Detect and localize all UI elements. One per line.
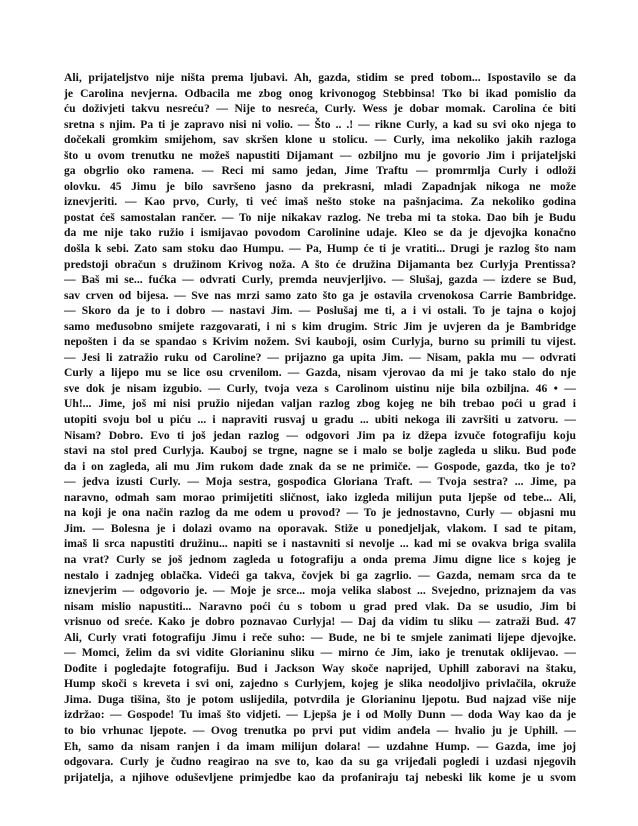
text-line: došla k sebi. Zato sam stoku dao Humpu. — Pa, Hump će ti je vratiti... Drugi je razlog što nam — [64, 242, 576, 256]
text-line: Uh!... Jime, još mi nisi pružio nijedan valjan razlog zbog kojeg ne bih trebao poći u grad i — [64, 397, 576, 411]
text-line: vrisnuo od sreće. Kako je dobro poznavao Curlyja! — Daj da vidim tu sliku — zatraži Bud. 47 — [64, 615, 576, 629]
text-line: iznevjeriti. — Kao prvo, Curly, ti već imaš nešto stoke na pašnjacima. Za nekoliko godina — [64, 195, 576, 209]
text-line: nestalo i zadnjeg oblačka. Videći ga takva, čovjek bi ga zagrlio. — Gazda, nemam srca da te — [64, 568, 576, 582]
text-line: — Momci, želim da svi vidite Glorianinu sliku — mirno će Jim, iako je trenutak oklijevao. — — [64, 646, 576, 660]
text-line: na vrat? Curly se još jednom zagleda u fotografiju a onda prema Jimu digne lice s kojeg je — [64, 552, 576, 566]
text-line: dočekali gromkim smijehom, sav skršen klone u stolicu. — Curly, ima nekoliko jakih razloga — [64, 133, 576, 147]
text-line: Ali, prijateljstvo nije ništa prema ljubavi. Ah, gazda, stidim se pred tobom... Ispostavilo se da — [64, 71, 576, 84]
text-line: prijatelja, a njihove oduševljene primjedbe kao da profaniraju taj nebeski lik kome je u svom — [64, 770, 576, 784]
text-line: da me nije tako ružio i ismijavao povodom Carolinine udaje. Kleo se da je djevojka konačno — [64, 226, 576, 240]
text-line: — jedva izusti Curly. — Moja sestra, gospođica Gloriana Traft. — Tvoja sestra? ... Jime, pa — [64, 475, 576, 489]
text-line: sve dok je nisam izgubio. — Curly, tvoja veza s Carolinom uistinu nije bila ozbiljna. 46 • — — [64, 381, 576, 395]
text-line: imaš li srca napustiti družinu... napiti se i nastavniti si nevolje ... kad mi se ovakva briga svalila — [64, 537, 576, 551]
text-line: postat ćeš samostalan rančer. — To nije nikakav razlog. Ne treba mi ta stoka. Dao bih je Budu — [64, 210, 576, 224]
text-line: to bio vrhunac ljepote. — Ovog trenutka po prvi put vidim anđela — hvalio ju je Uphill. — — [64, 723, 576, 737]
body-text — [64, 70, 576, 785]
text-line: stavi na stol pred Curlyja. Kauboj se trgne, nagne se i malo se bolje zagleda u sliku. Bud pođe — [64, 444, 576, 458]
text-line: nepošten i da se spandao s Krivim nožem. Svi kauboji, osim Curlyja, burno su primili tu vijest. — [64, 335, 576, 349]
text-line: na koji je ona način razlog da me odem u provod? — To je jednostavno, Curly — objasni mu — [64, 506, 576, 520]
text-line: Nisam? Dobro. Evo ti još jedan razlog — odgovori Jim pa iz džepa izvuče fotografiju koju — [64, 428, 576, 442]
text-line: ću doživjeti takvu nesreću? — Nije to nesreća, Curly. Wess je dobar momak. Carolina će biti — [64, 102, 576, 116]
text-line: što u ovom trenutku ne možeš napustiti Dijamant — ozbiljno mu je govorio Jim i prijateljski — [64, 148, 576, 162]
text-line: izdržao: — Gospode! Tu imaš što vidjeti. — Ljepša je i od Molly Dunn — doda Way kao da je — [64, 708, 576, 722]
text-line: iznevjerim — odgovorio je. — Moje je srce... moja velika slabost ... Svejedno, priznajem da vas — [64, 584, 576, 598]
text-line: naravno, odmah sam moraо primijetiti sličnost, iako izgleda milijun puta ljepše od tebe... Ali, — [64, 490, 576, 504]
text-line: olovku. 45 Jimu je bilo savršeno jasno da prekrasni, mladi Zapadnjak nikoga ne može — [64, 179, 576, 193]
text-line: samo međusobno smijete razgovarati, i ni s kim drugim. Stric Jim je uvjeren da je Bambridge — [64, 319, 576, 333]
text-line: Jima. Duga tišina, što je potom uslijedila, potvrdila je Glorianinu ljepotu. Bud najzad više nije — [64, 692, 576, 706]
text-line: Curly a lijepo mu se lice osu crvenilom. — Gazda, nisam vjerovao da mi je tako stalo do nje — [64, 366, 576, 380]
text-line: Jim. — Bolesna je i dolazi ovamo na oporavak. Stiže u ponedjeljak, vlakom. I sad te pitam, — [64, 521, 576, 535]
text-line: sretna s njim. Pa ti je zapravo nisi ni volio. — Što .. .! — rikne Curly, a kad su svi oko njega to — [64, 117, 576, 131]
text-line: predstoji obračun s družinom Krivog noža. A što će družina Dijamanta bez Curlyja Prentissa? — [64, 257, 576, 271]
text-line: nisam mislio napustiti... Naravno poći ću s tobom u grad pred vlak. Da se usudio, Jim bi — [64, 599, 576, 613]
text-line: — Skoro da je to i dobro — nastavi Jim. — Poslušaj me ti, a i vi ostali. To je tajna o kojoj — [64, 304, 576, 318]
text-line: Hump skoči s kreveta i svi oni, zajedno s Curlyjem, kojeg je slika neodoljivo privlačila, okruže — [64, 677, 576, 691]
text-line: — Jesi li zatražio ruku od Caroline? — prijazno ga upita Jim. — Nisam, pakla mu — odvrati — [64, 350, 576, 364]
text-line: utopiti svoju bol u piću ... i napraviti rusvaj u gradu ... ubiti nekoga ili završiti u zatvoru. — — [64, 413, 576, 427]
text-line: — Baš mi se... fućka — odvrati Curly, premda neuvjerljivo. — Slušaj, gazda — izdere se Bud, — [64, 273, 576, 287]
text-line: sav crven od bijesa. — Sve nas mrzi samo zato što ga je ostavila crvenokosa Carrie Bambridge. — [64, 288, 576, 302]
text-line: Eh, samo da nisam ranjen i da imam milijun dolara! — uzdahne Hump. — Gazda, ime joj — [64, 739, 576, 753]
text-line: Ali, Curly vrati fotografiju Jimu i reče suho: — Bude, ne bi te smjele zanimati lijepe djevojke. — [64, 630, 576, 644]
text-line: ga obgrlio oko ramena. — Reci mi samo jedan, Jime Traftu — promrmlja Curly i odloži — [64, 164, 576, 178]
text-line: Dođite i pogledajte fotografiju. Bud i Jackson Way skoče naprijed, Uphill zaboravi na štaku, — [64, 661, 576, 675]
text-line: je Carolina nevjerna. Odbacila me zbog onog krivonogog Stebbinsa! Tko bi ikad pomislio da — [64, 86, 576, 100]
text-line: odgovara. Curly je čudno reagirao na sve to, kao da su ga vrijeđali pogledi i uzdasi njegovih — [64, 755, 576, 769]
text-line: da i on zagleda, ali mu Jim rukom dade znak da se ne primiče. — Gospode, gazda, tko je to? — [64, 459, 576, 473]
